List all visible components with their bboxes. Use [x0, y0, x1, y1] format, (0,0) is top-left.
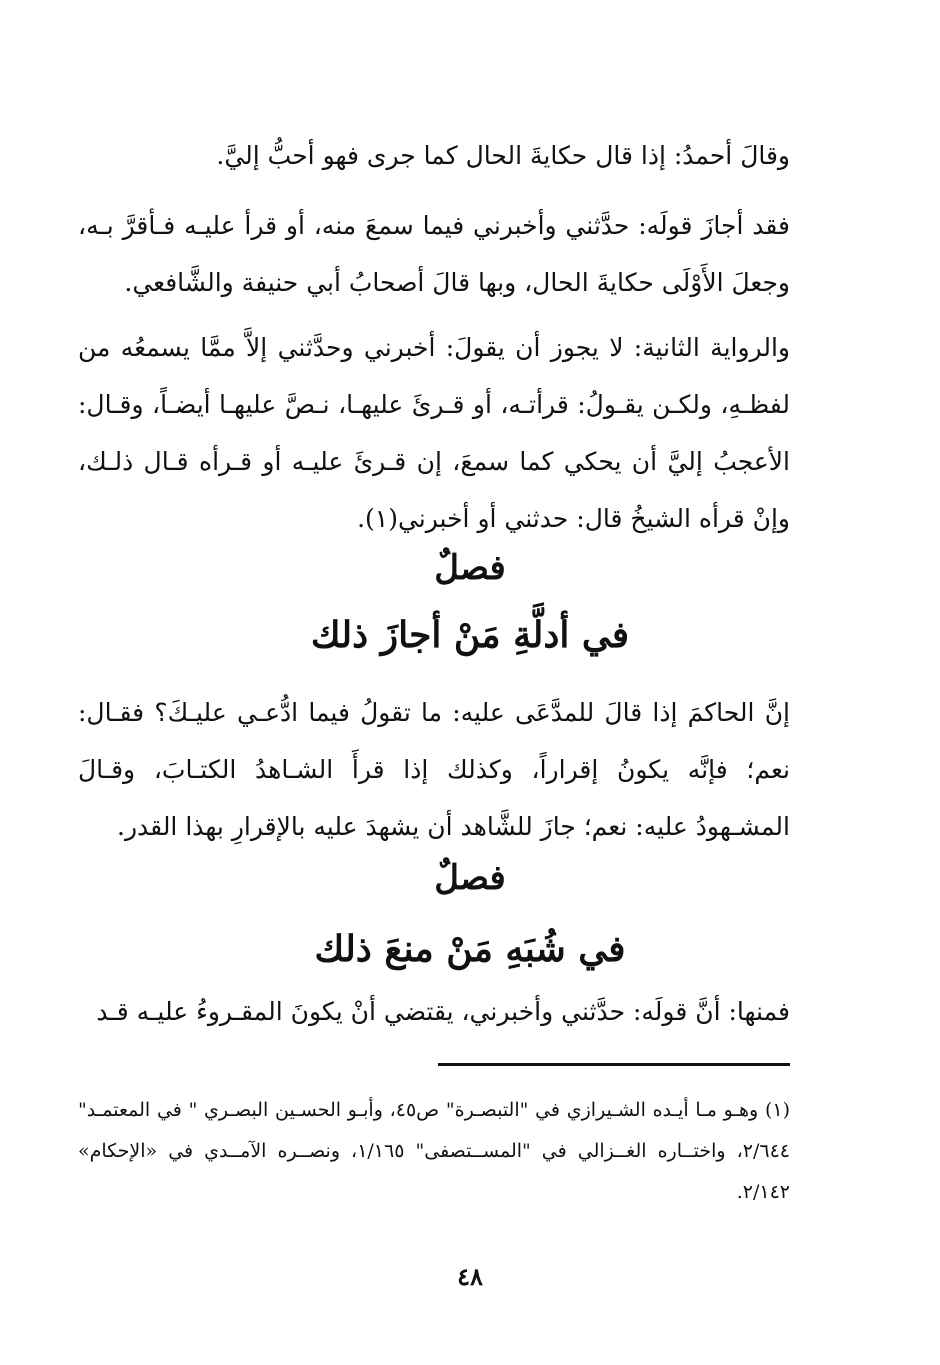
- paragraph-permission: فقد أجازَ قولَه: حدَّثني وأخبرني فيما سمعَ منه، أو قرأ عليـه فـأقرَّ بـه، وجعلَ الأَوْلَى حكايةَ الحال، وبها قالَ أصحابُ أبي حنيفة والشَّافعي.: [78, 211, 790, 297]
- paragraph-judge: إنَّ الحاكمَ إذا قالَ للمدَّعَى عليه: ما تقولُ فيما ادُّعـي عليـكَ؟ فقـال: نعم؛ فإنَّه يكونُ إقراراً، وكذلك إذا قرأَ الشـاهدُ الكتـابَ، وقـالَ المشـهودُ عليه: نعم؛ جازَ للشَّاهد أن يشهدَ عليه بالإقرارِ بهذا القدر.: [78, 698, 790, 841]
- paragraph-second-narration: والرواية الثانية: لا يجوز أن يقولَ: أخبرني وحدَّثني إلاَّ ممَّا يسمعُه من لفظـهِ، ولكـن يقـولُ: قرأتـه، أو قـرئَ عليهـا، نـصَّ عليهـا أيضـاً، وقـال: الأعجبُ إليَّ أن يحكي كما سمعَ، إن قـرئَ عليـه أو قـرأه قـال ذلـك، وإنْ قرأه الشيخُ قال: حدثني أو أخبرني(١).: [78, 333, 790, 533]
- footnote: (١) وهـو مـا أيـده الشـيرازي في "التبصـرة" ص٤٥، وأبـو الحسـين البصـري " في المعتمـد" ٢/٦٤٤، واختــاره الغــزالي في "المســتصفى" ١/١٦٥، ونصــره الآمــدي في «الإحكام» ٢/١٤٢.: [78, 1099, 790, 1203]
- section-subheading-objections: في شُبَهِ مَنْ منعَ ذلك: [314, 928, 626, 970]
- section-heading-fasl-2: فصلٌ: [434, 858, 506, 898]
- paragraph-ahmad-quote: وقالَ أحمدُ: إذا قال حكايةَ الحال كما جرى فهو أحبُّ إليَّ.: [216, 141, 790, 170]
- section-heading-fasl-1: فصلٌ: [434, 548, 506, 588]
- page-number: ٤٨: [457, 1262, 483, 1291]
- paragraph-objections-start: فمنها: أنَّ قولَه: حدَّثني وأخبرني، يقتضي أنْ يكونَ المقـروءُ عليـه قـد: [96, 997, 790, 1026]
- footnote-divider: [438, 1063, 790, 1066]
- section-subheading-evidence: في أدلَّةِ مَنْ أجازَ ذلك: [310, 614, 630, 656]
